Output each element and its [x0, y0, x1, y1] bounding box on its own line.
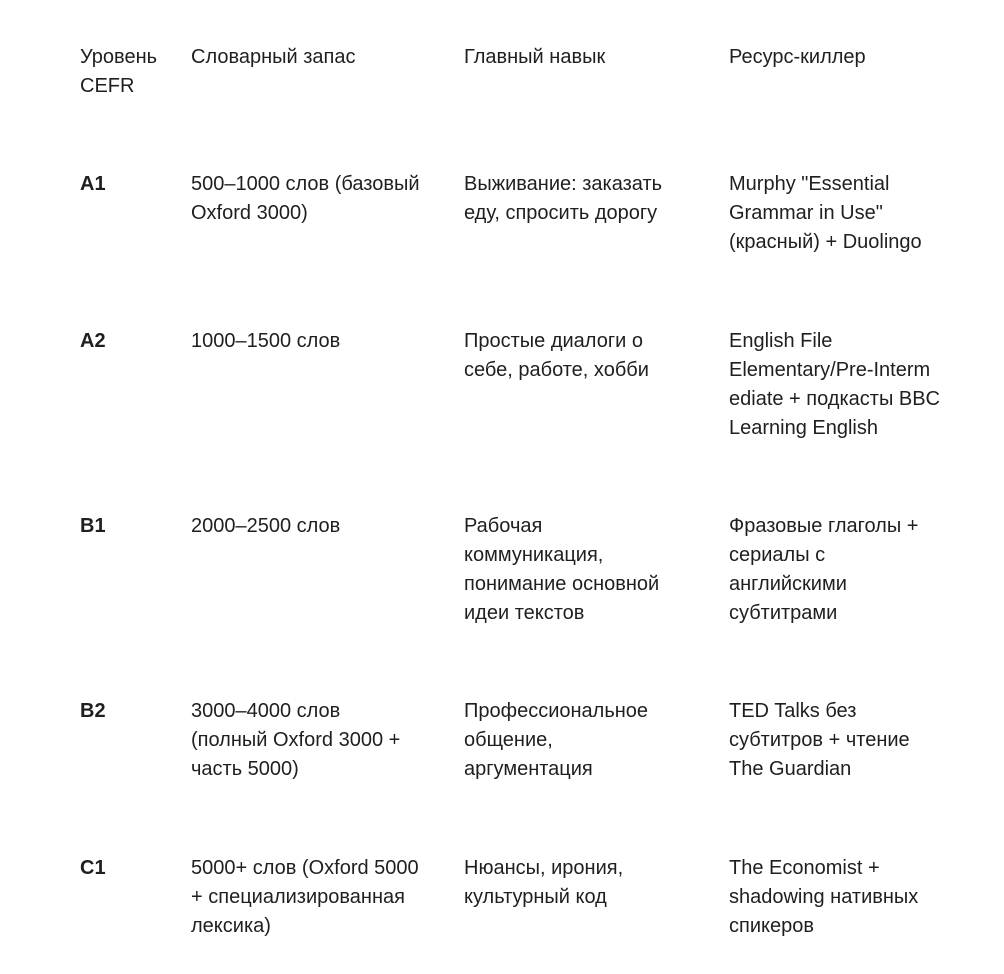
skill-cell: Профессиональное общение, аргументация [464, 700, 649, 780]
resource-cell: English File Elementary/Pre-Interm ediate + подкасты BBC Learning English [729, 330, 940, 439]
level-cell: B1 [80, 515, 106, 537]
vocab-cell: 5000+ слов (Oxford 5000 + специализированная лексика) [191, 857, 419, 937]
skill-cell: Выживание: заказать еду, спросить дорогу [464, 173, 663, 224]
resource-cell: TED Talks без субтитров + чтение The Guardian [729, 700, 910, 780]
level-cell: A2 [80, 330, 106, 352]
resource-cell: Murphy "Essential Grammar in Use" (красный) + Duolingo [729, 173, 922, 253]
level-cell: C1 [80, 857, 106, 879]
vocab-cell: 2000–2500 слов [191, 515, 341, 537]
resource-cell: Фразовые глаголы + сериалы с английскими субтитрами [729, 515, 919, 624]
vocab-cell: 1000–1500 слов [191, 330, 341, 352]
skill-cell: Простые диалоги о себе, работе, хобби [464, 330, 649, 381]
level-cell: A1 [80, 173, 106, 195]
skill-cell: Рабочая коммуникация, понимание основной идеи текстов [464, 515, 660, 624]
header-level: Уровень CEFR [80, 46, 158, 97]
header-resource: Ресурс-киллер [729, 46, 866, 68]
header-vocab: Словарный запас [191, 46, 356, 68]
resource-cell: The Economist + shadowing нативных спикеров [729, 857, 919, 937]
vocab-cell: 3000–4000 слов (полный Oxford 3000 + часть 5000) [191, 700, 401, 780]
header-skill: Главный навык [464, 46, 606, 68]
skill-cell: Нюансы, ирония, культурный код [464, 857, 624, 908]
vocab-cell: 500–1000 слов (базовый Oxford 3000) [191, 173, 420, 224]
level-cell: B2 [80, 700, 106, 722]
